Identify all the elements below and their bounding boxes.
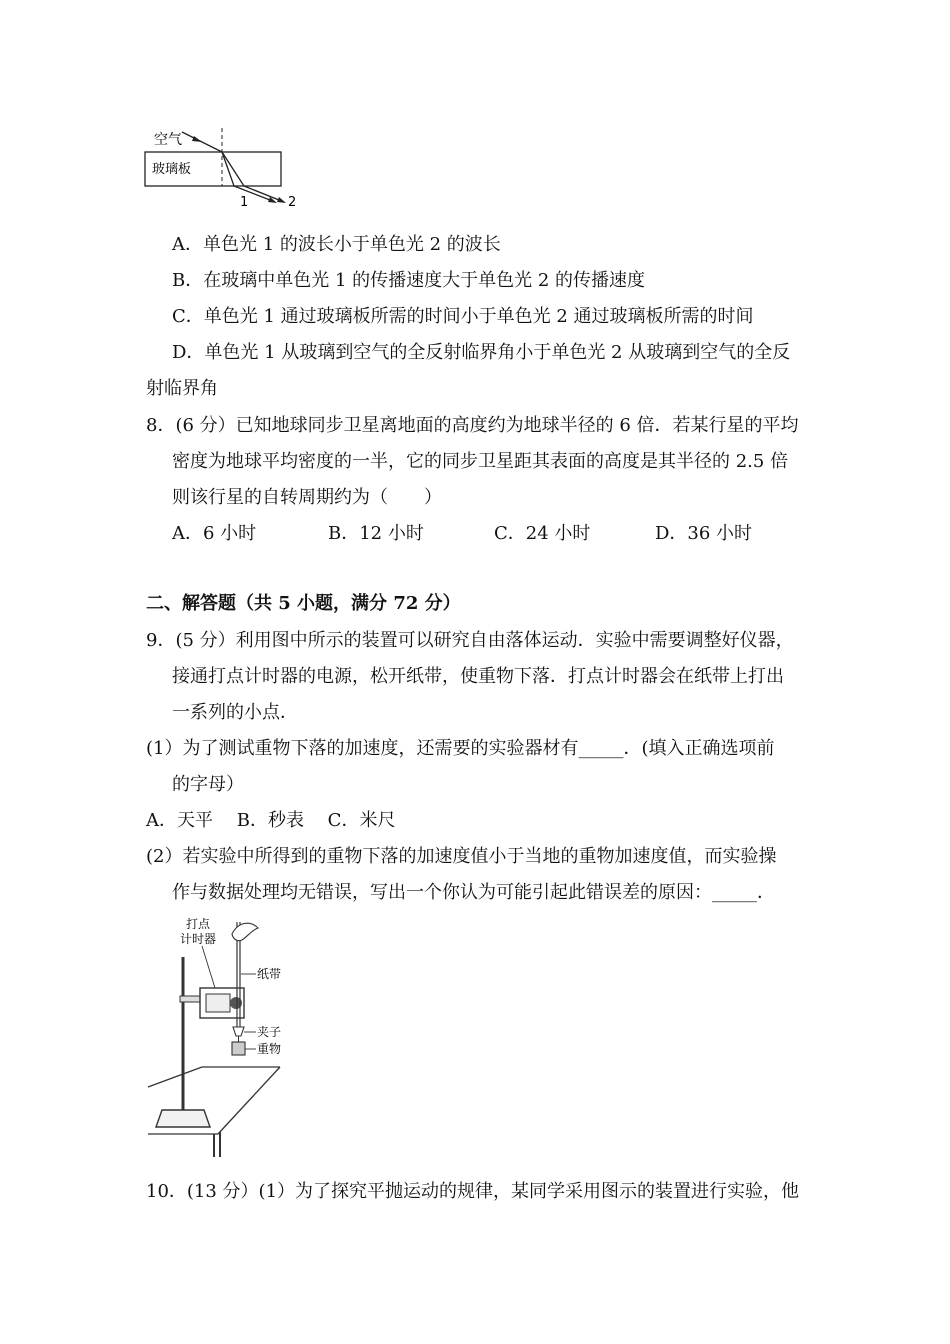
q7-option-d: D．单色光 1 从玻璃到空气的全反射临界角小于单色光 2 从玻璃到空气的全反 bbox=[172, 342, 791, 363]
ray-2-inside bbox=[222, 152, 244, 186]
q8-stem-line3: 则该行星的自转周期约为（ ） bbox=[172, 487, 442, 508]
table-top-edge bbox=[148, 1067, 202, 1087]
q8-stem-line2: 密度为地球平均密度的一半，它的同步卫星距其表面的高度是其半径的 2.5 倍 bbox=[172, 451, 789, 472]
timer-leader bbox=[202, 946, 215, 988]
timer-inner bbox=[206, 994, 230, 1012]
q9-stem-line3: 一系列的小点． bbox=[172, 702, 298, 723]
air-label: 空气 bbox=[154, 132, 182, 148]
ray-1-label: 1 bbox=[240, 195, 249, 210]
q9-part1-line2: 的字母） bbox=[172, 774, 244, 795]
q8-option-d: D．36 小时 bbox=[655, 523, 753, 544]
q9-part1-options: A．天平 B．秒表 C．米尺 bbox=[146, 810, 396, 831]
q7-option-a: A．单色光 1 的波长小于单色光 2 的波长 bbox=[172, 234, 501, 255]
clip bbox=[233, 1027, 244, 1036]
timer-label-line1: 打点 bbox=[186, 917, 211, 931]
table-right-edge bbox=[218, 1067, 280, 1134]
q10-stem-line1: 10．(13 分）(1）为了探究平抛运动的规律，某同学采用图示的装置进行实验，他 bbox=[146, 1181, 800, 1202]
free-fall-apparatus-figure bbox=[140, 912, 290, 1162]
q9-stem-line2: 接通打点计时器的电源，松开纸带，使重物下落．打点计时器会在纸带上打出 bbox=[172, 666, 784, 687]
tape-label: 纸带 bbox=[257, 967, 282, 981]
q7-option-b: B．在玻璃中单色光 1 的传播速度大于单色光 2 的传播速度 bbox=[172, 270, 646, 291]
weight-label: 重物 bbox=[257, 1042, 282, 1056]
q7-option-d-cont: 射临界角 bbox=[146, 378, 218, 399]
q8-stem-line1: 8．(6 分）已知地球同步卫星离地面的高度约为地球半径的 6 倍．若某行星的平均 bbox=[146, 415, 799, 436]
q8-option-a: A．6 小时 bbox=[172, 523, 257, 544]
weight-block bbox=[232, 1042, 245, 1055]
incident-arrow bbox=[192, 136, 202, 142]
refraction-figure bbox=[140, 120, 310, 215]
ray-1-inside bbox=[222, 152, 234, 186]
q9-part2-line2: 作与数据处理均无错误，写出一个你认为可能引起此错误差的原因：_____． bbox=[172, 882, 775, 903]
q9-stem-line1: 9．(5 分）利用图中所示的装置可以研究自由落体运动．实验中需要调整好仪器， bbox=[146, 630, 794, 651]
hand bbox=[232, 923, 258, 940]
ray-2-arrow bbox=[277, 197, 286, 203]
q9-part1-line1: (1）为了测试重物下落的加速度，还需要的实验器材有_____．(填入正确选项前 bbox=[146, 738, 775, 759]
clip-label: 夹子 bbox=[257, 1025, 282, 1039]
q9-part2-line1: (2）若实验中所得到的重物下落的加速度值小于当地的重物加速度值，而实验操 bbox=[146, 846, 777, 867]
timer-label-line2: 计时器 bbox=[180, 932, 217, 946]
q8-option-b: B．12 小时 bbox=[328, 523, 424, 544]
section-title: 二、解答题（共 5 小题，满分 72 分） bbox=[146, 593, 461, 614]
q7-option-c: C．单色光 1 通过玻璃板所需的时间小于单色光 2 通过玻璃板所需的时间 bbox=[172, 306, 754, 327]
ray-2-label: 2 bbox=[288, 195, 297, 210]
stand-base bbox=[156, 1110, 210, 1127]
q8-option-c: C．24 小时 bbox=[494, 523, 591, 544]
glass-label: 玻璃板 bbox=[152, 162, 192, 177]
